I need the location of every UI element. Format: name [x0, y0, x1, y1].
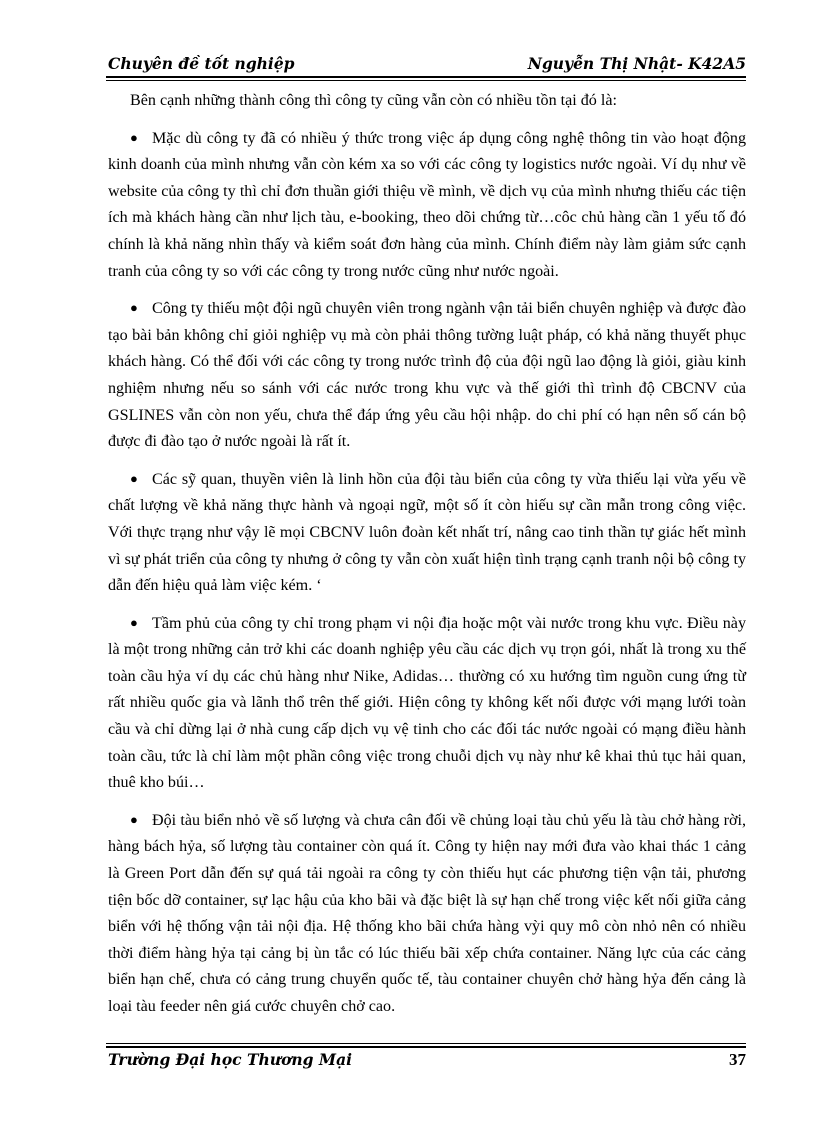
page-footer: [108, 1050, 746, 1074]
bullet-paragraph: [108, 610, 746, 797]
header-author: Nguyễn Thị Nhật- K42A5: [527, 54, 746, 73]
bullet-icon: ●: [130, 470, 138, 486]
bullet-icon: ●: [130, 300, 138, 316]
bullet-icon: ●: [130, 129, 138, 145]
footer-school: Trường Đại học Thương Mại: [108, 1050, 353, 1069]
bullet-paragraph: [108, 295, 746, 456]
bullet-text: Đội tàu biển nhỏ về số lượng và chưa cân đối về chủng loại tàu chủ yếu là tàu chở hàng rời, hàng bách hỷa, số lượng tàu container còn quá ít. Công ty hiện nay mới đưa vào khai thác 1 cảng là Green Port dẫn đến sự quá tải ngoài ra công ty còn thiếu hụt các phương tiện vận tải, phương tiện bốc dỡ container, sự lạc hậu của kho bãi và đặc biệt là sự hạn chế trong việc kết nối giữa cảng biển với hệ thống vận tải nội địa. Hệ thống kho bãi chứa hàng vỳi quy mô còn nhỏ nên có nhiều thời điểm hàng hỷa tại cảng bị ùn tắc có lúc thiếu bãi xếp chứa container. Năng lực của các cảng biển hạn chế, chưa có cảng trung chuyển quốc tế, tàu container chuyên chở hàng hỷa đến cảng là loại tàu feeder nên giá cước chuyên chở cao.: [108, 811, 746, 1015]
bullet-paragraph: [108, 466, 746, 600]
page-header: [108, 50, 746, 76]
bullet-paragraph: [108, 125, 746, 286]
header-rule-thick: [106, 76, 746, 78]
bullet-text: Công ty thiếu một đội ngũ chuyên viên trong ngành vận tải biển chuyên nghiệp và được đào tạo bài bản không chỉ giỏi nghiệp vụ mà còn phải thông tường luật pháp, có khả năng thuyết phục khách hàng. Có thể đối với các công ty trong nước trình độ của đội ngũ lao động là giỏi, giàu kinh nghiệm nhưng nếu so sánh với các nước trong khu vực và thế giới thì trình độ CBCNV của GSLINES vẫn còn non yếu, chưa thể đáp ứng yêu cầu hội nhập. do chi phí có hạn nên số cán bộ được đi đào tạo ở nước ngoài là rất ít.: [108, 300, 746, 451]
intro-paragraph: Bên cạnh những thành công thì công ty cũng vẫn còn có nhiều tồn tại đó là:: [130, 92, 617, 109]
bullet-paragraph: [108, 807, 746, 1021]
page-number: 37: [729, 1050, 746, 1069]
page-body: [108, 88, 746, 1031]
bullet-icon: ●: [130, 614, 138, 630]
footer-rule-thick: [106, 1046, 746, 1048]
header-title: Chuyên đề tốt nghiệp: [108, 54, 295, 73]
bullet-icon: ●: [130, 811, 138, 827]
bullet-text: Mặc dù công ty đã có nhiều ý thức trong việc áp dụng công nghệ thông tin vào hoạt động kinh doanh của mình nhưng vẫn còn kém xa so với các công ty logistics nước ngoài. Ví dụ như về website của công ty thì chỉ đơn thuần giới thiệu về mình, về dịch vụ của mình nhưng thiếu các tiện ích mà khách hàng cần như lịch tàu, e-booking, theo dõi chứng từ…côc chủ hàng cần 1 yếu tố đó chính là khả năng nhìn thấy và kiểm soát đơn hàng của mình. Chính điểm này làm giảm sức cạnh tranh của công ty so với các công ty trong nước cũng như nước ngoài.: [108, 129, 746, 280]
header-rule-thin: [106, 80, 746, 81]
bullet-text: Các sỹ quan, thuyền viên là linh hồn của đội tàu biển của công ty vừa thiếu lại vừa yếu về chất lượng về khả năng thực hành và ngoại ngữ, một số ít còn hiếu sự cần mẫn trong công việc. Với thực trạng như vậy lẽ mọi CBCNV luôn đoàn kết nhất trí, nâng cao tinh thần tự giác hết mình vì sự phát triển của công ty nhưng ở công ty vẫn còn xuất hiện tình trạng cạnh tranh nội bộ công ty dẫn đến hiệu quả làm việc kém. ‘: [108, 470, 746, 595]
footer-rule-thin: [106, 1043, 746, 1044]
bullet-text: Tầm phủ của công ty chỉ trong phạm vi nội địa hoặc một vài nước trong khu vực. Điều này là một trong những cản trở khi các doanh nghiệp yêu cầu các dịch vụ trọn gói, nhất là trong xu thế toàn cầu hỷa ví dụ các chủ hàng như Nike, Adidas… thường có xu hướng tìm nguồn cung ứng từ rất nhiều quốc gia và lãnh thổ trên thế giới. Hiện công ty không kết nối được với mạng lưới toàn cầu và chỉ dừng lại ở nhà cung cấp dịch vụ vệ tinh cho các đối tác nước ngoài có mạng điều hành toàn cầu, tức là chỉ làm một phần công việc trong chuỗi dịch vụ này như kê khai thủ tục hải quan, thuê kho búi…: [108, 614, 746, 792]
